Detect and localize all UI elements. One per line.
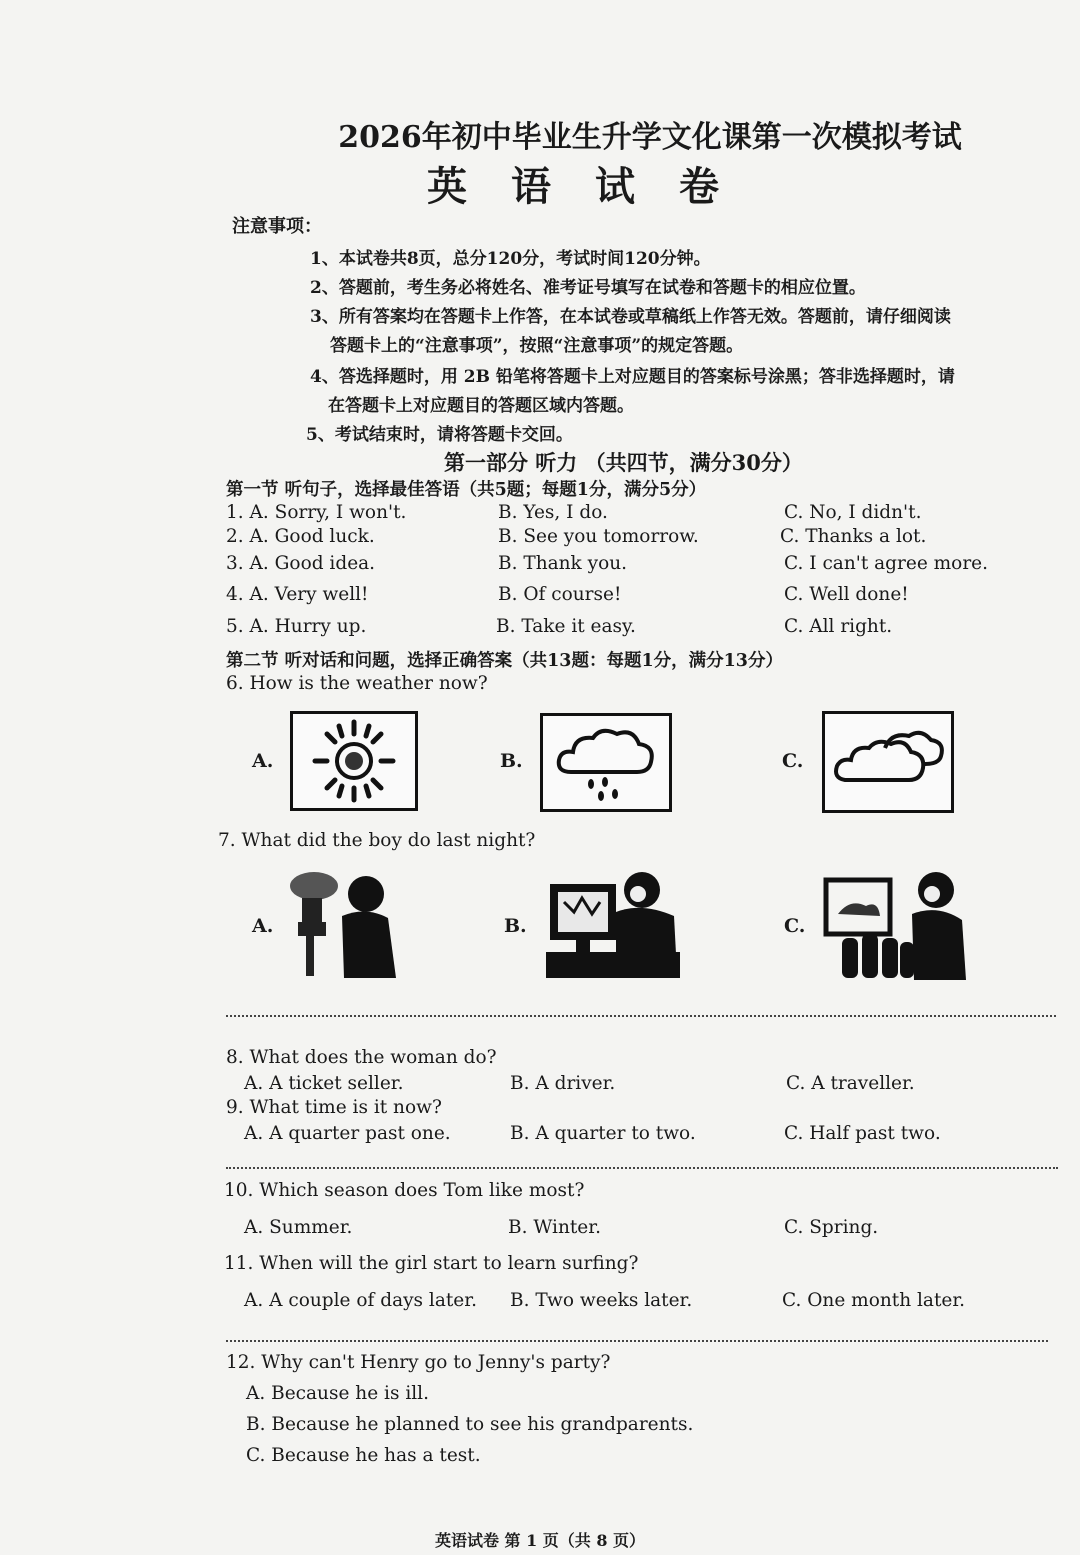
option-b: B. See you tomorrow. xyxy=(498,526,699,547)
option-c: C. Thanks a lot. xyxy=(780,526,927,547)
option-a: 1. A. Sorry, I won't. xyxy=(226,502,407,523)
notice-heading: 注意事项： xyxy=(232,216,322,237)
question-11: 11. When will the girl start to learn surfing? xyxy=(224,1253,639,1274)
option-c: C. Half past two. xyxy=(784,1123,941,1144)
question-8: 8. What does the woman do? xyxy=(226,1047,497,1068)
divider xyxy=(226,1015,1056,1017)
eating-icon xyxy=(284,868,406,980)
option-c: C. No, I didn't. xyxy=(784,502,922,523)
option-c: C. I can't agree more. xyxy=(784,553,988,574)
option-label-b: B. xyxy=(500,750,523,772)
page-footer: 英语试卷 第 1 页（共 8 页） xyxy=(434,1531,646,1550)
option-b: B. Take it easy. xyxy=(496,616,636,637)
sunny-picture xyxy=(290,711,418,811)
rainy-picture xyxy=(540,713,672,812)
option-label-b: B. xyxy=(504,915,527,937)
option-a: A. Because he is ill. xyxy=(246,1383,429,1404)
option-label-c: C. xyxy=(782,750,804,772)
option-b: B. Yes, I do. xyxy=(498,502,608,523)
question-12: 12. Why can't Henry go to Jenny's party? xyxy=(226,1352,611,1373)
boy-eating-picture xyxy=(284,868,406,980)
option-b: B. Of course! xyxy=(498,584,622,605)
notice-item: 1、本试卷共8页，总分120分，考试时间120分钟。 xyxy=(310,249,711,269)
question-6: 6. How is the weather now? xyxy=(226,673,488,694)
notice-item: 5、考试结束时，请将答题卡交回。 xyxy=(306,425,573,445)
option-b: B. Thank you. xyxy=(498,553,628,574)
option-label-a: A. xyxy=(252,750,274,772)
boy-tv-picture xyxy=(822,868,968,982)
part-title: 第一部分 听力 （共四节，满分30分） xyxy=(444,450,803,475)
notice-item: 在答题卡上对应题目的答题区域内答题。 xyxy=(328,396,634,416)
cloud-icon xyxy=(825,714,951,810)
notice-item: 2、答题前，考生务必将姓名、准考证号填写在试卷和答题卡的相应位置。 xyxy=(310,278,866,298)
cloudy-picture xyxy=(822,711,954,813)
notice-item: 4、答选择题时，用 2B 铅笔将答题卡上对应题目的答案标号涂黑；答非选择题时，请 xyxy=(310,367,955,387)
question-10: 10. Which season does Tom like most? xyxy=(224,1180,585,1201)
notice-item: 3、所有答案均在答题卡上作答，在本试卷或草稿纸上作答无效。答题前，请仔细阅读 xyxy=(310,307,951,327)
option-a: 4. A. Very well! xyxy=(226,584,369,605)
option-b: B. Because he planned to see his grandparents. xyxy=(246,1414,694,1435)
option-a: 3. A. Good idea. xyxy=(226,553,376,574)
section-heading: 第一节 听句子，选择最佳答语（共5题；每题1分，满分5分） xyxy=(226,480,707,500)
option-c: C. Well done! xyxy=(784,584,909,605)
computer-icon xyxy=(546,868,680,978)
option-c: C. All right. xyxy=(784,616,893,637)
sun-icon xyxy=(293,714,415,808)
option-c: C. One month later. xyxy=(782,1290,966,1311)
option-c: C. A traveller. xyxy=(786,1073,915,1094)
option-b: B. Winter. xyxy=(508,1217,601,1238)
option-a: A. A quarter past one. xyxy=(244,1123,451,1144)
exam-subtitle: 英语试卷 xyxy=(427,163,763,210)
option-a: A. A couple of days later. xyxy=(244,1290,477,1311)
boy-computer-picture xyxy=(546,868,680,978)
section-heading: 第二节 听对话和问题，选择正确答案（共13题：每题1分，满分13分） xyxy=(226,651,783,671)
option-b: B. A quarter to two. xyxy=(510,1123,696,1144)
option-b: B. A driver. xyxy=(510,1073,616,1094)
option-label-a: A. xyxy=(252,915,274,937)
divider xyxy=(226,1340,1048,1342)
option-a: 5. A. Hurry up. xyxy=(226,616,367,637)
option-a: A. A ticket seller. xyxy=(244,1073,404,1094)
notice-item: 答题卡上的“注意事项”，按照“注意事项”的规定答题。 xyxy=(330,336,744,356)
exam-title: 2026年初中毕业生升学文化课第一次模拟考试 xyxy=(338,120,962,155)
question-9: 9. What time is it now? xyxy=(226,1097,442,1118)
television-icon xyxy=(822,868,968,982)
question-7: 7. What did the boy do last night? xyxy=(218,830,536,851)
option-c: C. Spring. xyxy=(784,1217,879,1238)
option-label-c: C. xyxy=(784,915,806,937)
option-b: B. Two weeks later. xyxy=(510,1290,693,1311)
rain-cloud-icon xyxy=(543,716,669,809)
option-a: A. Summer. xyxy=(244,1217,353,1238)
option-c: C. Because he has a test. xyxy=(246,1445,481,1466)
option-a: 2. A. Good luck. xyxy=(226,526,375,547)
divider xyxy=(226,1167,1058,1169)
